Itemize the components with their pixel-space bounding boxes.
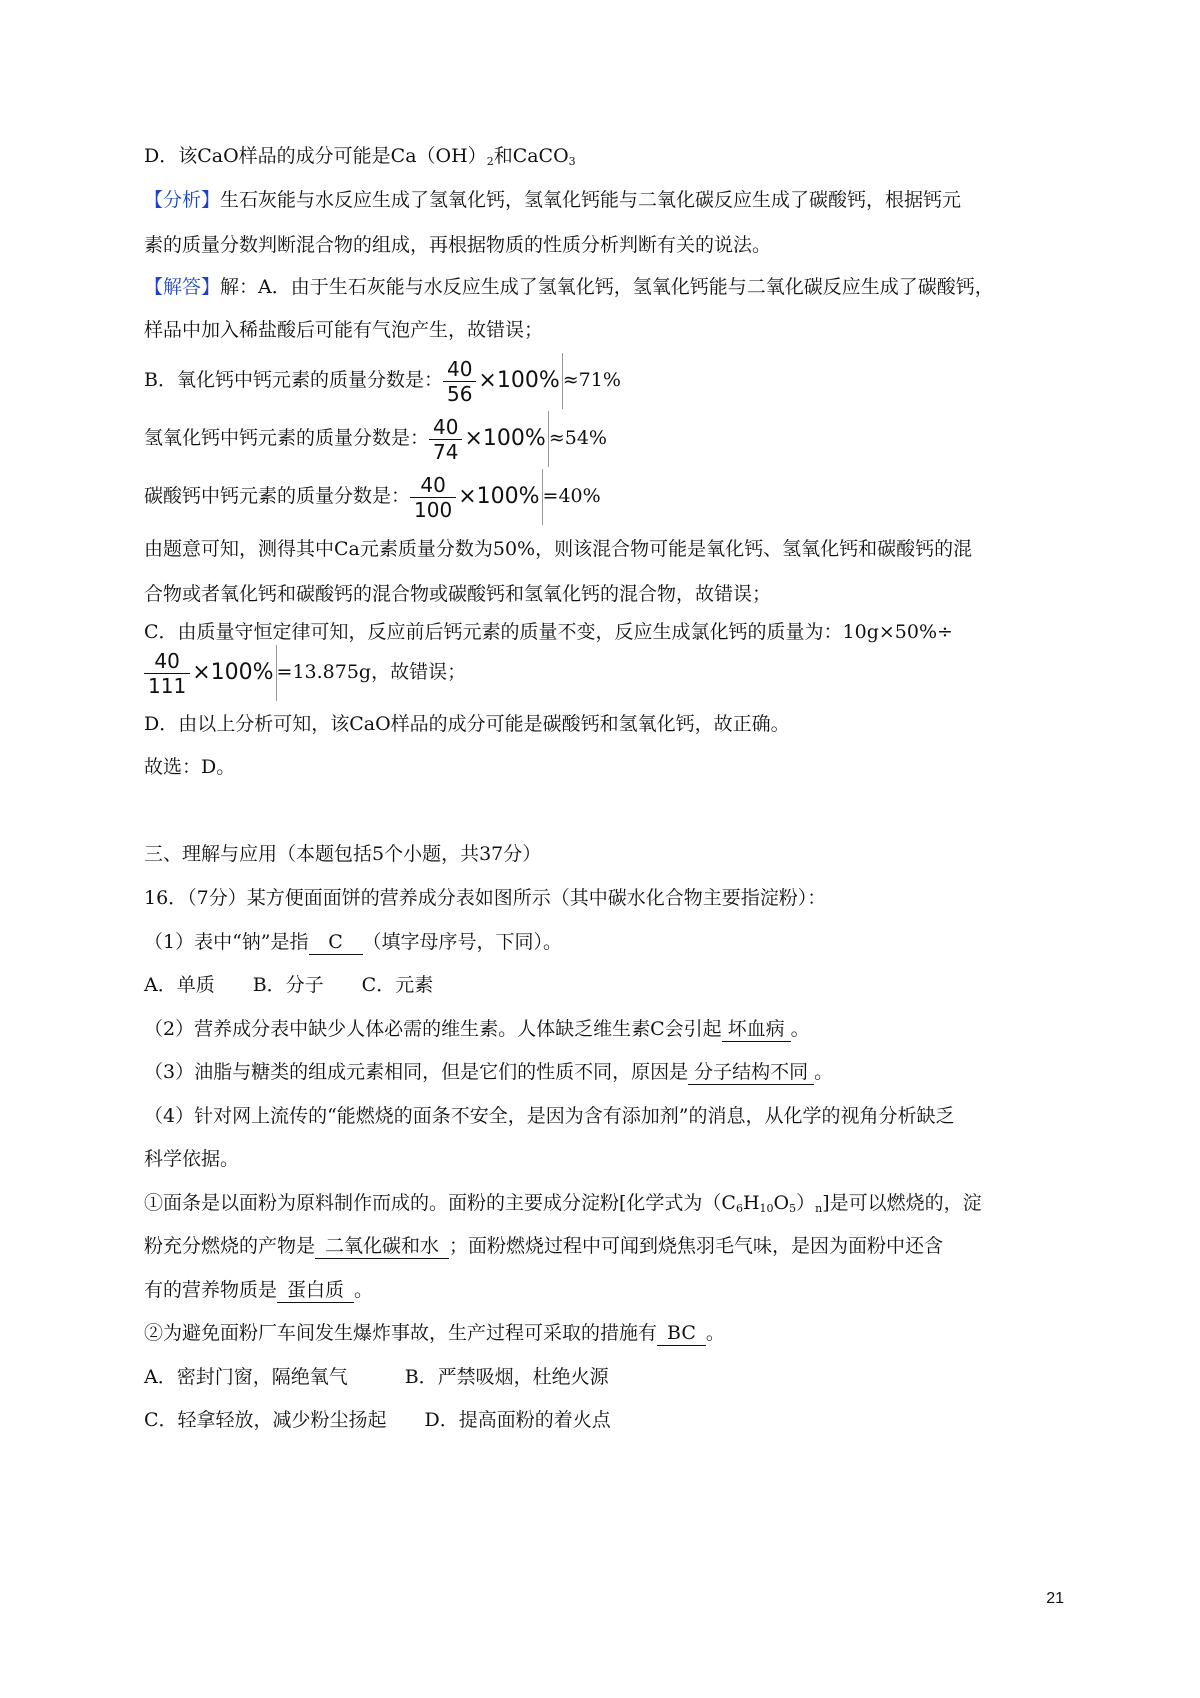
q1-options: A．单质 B．分子 C．元素 bbox=[144, 974, 434, 996]
q5-options-cd: C．轻拿轻放，减少粉尘扬起 D．提高面粉的着火点 bbox=[144, 1409, 611, 1431]
formula-caoh2: $\frac{40}{74}$ ×100% bbox=[429, 411, 549, 467]
q2-answer: 坏血病 bbox=[722, 1017, 791, 1042]
answer-tag: 【解答】 bbox=[144, 276, 221, 298]
q5-answer: BC bbox=[657, 1321, 706, 1346]
analysis-line-1: 【分析】生石灰能与水反应生成了氢氧化钙，氢氧化钙能与二氧化碳反应生成了碳酸钙，根据钙元 bbox=[144, 189, 962, 211]
formula-cacl2: $\frac{40}{111}$ ×100% bbox=[144, 645, 277, 701]
choice-line: 故选：D。 bbox=[144, 756, 236, 778]
q4b-line: 粉充分燃烧的产物是 二氧化碳和水 ；面粉燃烧过程中可闻到烧焦羽毛气味，是因为面粉中还含 bbox=[144, 1235, 944, 1257]
q4b-answer: 二氧化碳和水 bbox=[315, 1234, 449, 1259]
q3-answer: 分子结构不同 bbox=[688, 1060, 814, 1085]
analysis-tag: 【分析】 bbox=[144, 189, 221, 211]
b-conclusion-2: 合物或者氧化钙和碳酸钙的混合物或碳酸钙和氢氧化钙的混合物，故错误； bbox=[144, 583, 772, 605]
q4c-answer: 蛋白质 bbox=[277, 1278, 354, 1303]
question-16: 16．（7分）某方便面面饼的营养成分表如图所示（其中碳水化合物主要指淀粉）： bbox=[144, 887, 827, 909]
answer-line-1: 【解答】解：A．由于生石灰能与水反应生成了氢氧化钙，氢氧化钙能与二氧化碳反应生成了碳酸钙， bbox=[144, 276, 994, 298]
formula-cao: $\frac{40}{56}$ ×100% bbox=[443, 353, 563, 409]
q2-line: （2）营养成分表中缺少人体必需的维生素。人体缺乏维生素C会引起 坏血病 。 bbox=[144, 1018, 810, 1040]
q4-line-2: 科学依据。 bbox=[144, 1148, 240, 1170]
page-number: 21 bbox=[1046, 1590, 1064, 1607]
c-line-2: $\frac{40}{111}$ ×100% =13.875g，故错误； bbox=[144, 644, 466, 701]
b-conclusion-1: 由题意可知，测得其中Ca元素质量分数为50%，则该混合物可能是氧化钙、氢氧化钙和碳酸钙的混 bbox=[144, 538, 973, 560]
answer-line-2: 样品中加入稀盐酸后可能有气泡产生，故错误； bbox=[144, 319, 544, 341]
analysis-line-2: 素的质量分数判断混合物的组成，再根据物质的性质分析判断有关的说法。 bbox=[144, 234, 772, 256]
option-d-line: D．该CaO样品的成分可能是$Ca(OH)_2$和CaCO$_3$ bbox=[144, 145, 576, 168]
d-answer: D．由以上分析可知，该CaO样品的成分可能是碳酸钙和氢氧化钙，故正确。 bbox=[144, 713, 790, 735]
calc-caco3: 碳酸钙中钙元素的质量分数是： $\frac{40}{100}$ ×100% =40% bbox=[144, 468, 601, 525]
q5-line: ②为避免面粉厂车间发生爆炸事故，生产过程可采取的措施有 BC 。 bbox=[144, 1322, 725, 1344]
section-heading: 三、理解与应用（本题包括5个小题，共37分） bbox=[144, 843, 542, 865]
q4-line-1: （4）针对网上流传的“能燃烧的面条不安全，是因为含有添加剂”的消息，从化学的视角分析缺乏 bbox=[144, 1105, 955, 1127]
q5-options-ab: A．密封门窗，隔绝氧气 B．严禁吸烟，杜绝火源 bbox=[144, 1366, 609, 1388]
c-line-1: C．由质量守恒定律可知，反应前后钙元素的质量不变，反应生成氯化钙的质量为：10g×50%÷ bbox=[144, 621, 953, 643]
calc-cao: B．氧化钙中钙元素的质量分数是： $\frac{40}{56}$ ×100% ≈71% bbox=[144, 352, 621, 409]
calc-caoh2: 氢氧化钙中钙元素的质量分数是： $\frac{40}{74}$ ×100% ≈54% bbox=[144, 410, 607, 467]
q1-line: （1）表中“钠”是指 C （填字母序号，下同）。 bbox=[144, 931, 563, 953]
q4c-line: 有的营养物质是 蛋白质 。 bbox=[144, 1279, 374, 1301]
q1-answer: C bbox=[309, 930, 363, 955]
formula-caco3: $\frac{40}{100}$ ×100% bbox=[410, 469, 543, 525]
q3-line: （3）油脂与糖类的组成元素相同，但是它们的性质不同，原因是 分子结构不同 。 bbox=[144, 1061, 834, 1083]
q4a-line: ①面条是以面粉为原料制作而成的。面粉的主要成分淀粉[化学式为$(C_6H_{10}O_5)_n$]是可以燃烧的，淀 bbox=[144, 1192, 982, 1215]
